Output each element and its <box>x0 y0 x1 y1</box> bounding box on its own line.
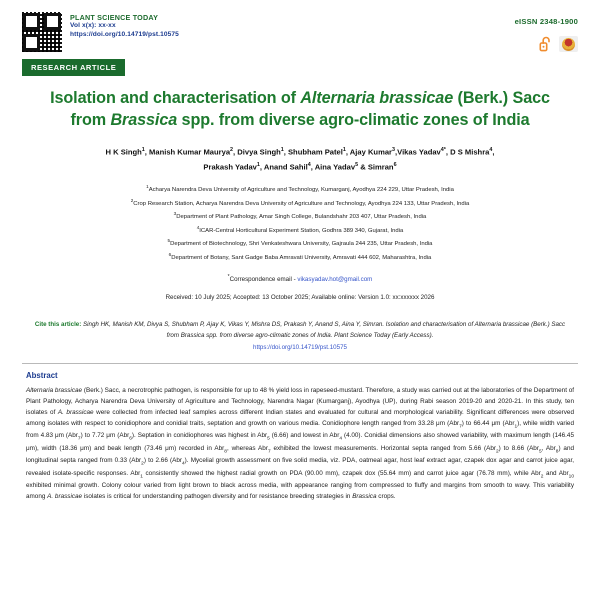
taxon-name: A. brassicae <box>57 409 94 416</box>
isolate-index: 1 <box>514 424 518 430</box>
cite-species-1: Alternaria brassicae <box>474 321 530 329</box>
author-affiliation-marker: 1 <box>342 147 346 154</box>
author-name: Anand Sahil <box>263 162 308 172</box>
affiliation-item: $^5$Department of Biotechnology, Shri Venkateshwara University, Gajraula 244 235, Uttar Pradesh, India <box>167 238 433 248</box>
author-affiliation-marker: 4 <box>307 161 311 168</box>
cite-label: Cite this article: <box>34 321 82 329</box>
author-name: Shubham Patel <box>287 147 343 157</box>
isolate-index: 2 <box>141 461 144 467</box>
journal-volume: Vol x(x): xx-xx <box>70 22 116 30</box>
abstract-body: Alternaria brassicae (Berk.) Sacc, a necrotrophic pathogen, is responsible for up to 48 % yield loss in rapeseed-mustard. Therefore, a study was carried out at the laboratories of the Department of Plant Pathology, Acharya Narendra Deva University of Agriculture and Technology, Narendra Nagar (Kumarganj), Ayodhya (UP), during Rabi season 2019-20 and 2020-21. In this study, ten isolates of A. brassicae were collected from infected leaf samples across different Indian states and evaluated for cultural and morphological variability. Significant differences were observed among isolates with respect to conidiophore and conidial traits, septation and growth on various media. Conidiophore length ranged from 33.28 μm (Abr$_7$) to 66.44 μm (Abr$_1$), while width varied from 4.83 μm (Abr$_7$) to 7.72 μm (Abr$_6$). Septation in conidiophores was highest in Abr$_5$ (6.66) and lowest in Abr$_4$ (4.00). Conidial dimensions also showed variability, with maximum length (146.45 μm), width (18.36 μm) and beak length (73.46 μm) recorded in Abr$_8$, whereas Abr$_7$ exhibited the lowest measurements. Horizontal septa ranged from 5.66 (Abr$_2$) to 8.66 (Abr$_5$, Abr$_8$) and longitudinal septa ranged from 0.33 (Abr$_2$) to 2.66 (Abr$_4$). Mycelial growth assessment on five solid media, viz. PDA, oatmeal agar, host leaf extract agar, czapek dox agar and carrot juice agar, revealed isolate-specific responses. Abr$_1$ consistently showed the highest radial growth on PDA (90.00 mm), czapek dox (55.64 mm) and carrot juice agar (76.78 mm), while Abr$_2$ and Abr$_{10}$ exhibited minimal growth. Colony colour varied from light brown to black across media, with appearance ranging from compressed to fluffy and margins from smooth to wavy. This variability among A. brassicae isolates is critical for understanding pathogen diversity and for resistance breeding strategies in Brassica crops. <box>26 387 575 501</box>
journal-info <box>70 12 179 39</box>
correspondence <box>0 274 600 283</box>
correspondence-email-link[interactable]: vikasyadav.hot@gmail.com <box>297 276 373 284</box>
author-name: Manish Kumar Maurya <box>149 147 231 157</box>
isolate-index: 8 <box>224 449 227 455</box>
qr-code-icon[interactable] <box>22 12 62 52</box>
author-affiliation-marker: 2 <box>230 147 234 154</box>
affiliation-item: $^6$Department of Botany, Sant Gadge Baba Amravati University, Amravati 444 602, Maharashtra, India <box>168 251 432 261</box>
correspondence-marker: * <box>227 274 230 281</box>
title-species-1: Alternaria brassicae <box>300 89 454 107</box>
masthead <box>0 0 600 78</box>
affiliation-item: $^1$Acharya Narendra Deva University of Agriculture and Technology, Kumarganj, Ayodhya 224 229, Uttar Pradesh, India <box>146 184 454 194</box>
isolate-index: 1 <box>140 474 143 480</box>
eissn-label: eISSN 2348-1900 <box>514 17 578 26</box>
author-name: Prakash Yadav <box>203 162 257 172</box>
affiliation-marker: 4 <box>196 224 200 230</box>
author-affiliation-marker: 1 <box>280 147 284 154</box>
author-affiliation-marker: 4 <box>489 147 493 154</box>
correspondence-label: Correspondence email - <box>229 276 298 284</box>
title-genus-2: Brassica <box>110 110 178 129</box>
title-part-2: (Berk.) Sacc from <box>70 89 550 129</box>
open-access-lock-icon[interactable] <box>539 36 552 52</box>
isolate-index: 6 <box>129 436 132 442</box>
author-name: Aina Yadav <box>314 162 356 172</box>
isolate-index: 7 <box>459 424 462 430</box>
isolate-index: 7 <box>77 436 81 442</box>
cite-text-2: (Berk.) Sacc from <box>166 321 566 339</box>
author-affiliation-marker: 5 <box>355 161 359 168</box>
cite-text-3: spp. from diverse agro-climatic zones of India. Plant Science Today (Early Access). <box>204 331 434 339</box>
affiliation-marker: 6 <box>168 251 172 257</box>
affiliation-marker: 5 <box>167 238 171 244</box>
abstract-heading: Abstract <box>26 371 58 381</box>
title-part-3: spp. from diverse agro-climatic zones of India <box>177 110 530 129</box>
author-line-1: H K Singh$^1$, Manish Kumar Maurya$^2$, Divya Singh$^1$, Shubham Patel$^1$, Ajay Kumar$^3$,Vikas Yadav$^{4*}$, D S Mishra$^4$, <box>105 147 495 157</box>
title-part-1: Isolation and characterisation of <box>50 89 301 107</box>
affiliation-marker: 3 <box>173 211 177 217</box>
cite-text-1: Singh HK, Manish KM, Divya S, Shubham P, Ajay K, Vikas Y, Mishra DS, Prakash Y, Anand S, Aina Y, Simran. Isolation and characterisation of <box>81 321 475 329</box>
author-name: H K Singh <box>105 147 142 157</box>
author-name: Simran <box>367 162 394 172</box>
affiliation-item: $^2$Crop Research Station, Acharya Narendra Deva University of Agriculture and Technology, Ayodhya 224 133, Uttar Pradesh, India <box>130 197 470 207</box>
author-name: D S Mishra <box>450 147 490 157</box>
isolate-index: 2 <box>495 449 499 455</box>
isolate-index: 4 <box>339 436 342 442</box>
cite-doi-link[interactable]: https://doi.org/10.14719/pst.10575 <box>253 343 347 351</box>
journal-name: PLANT SCIENCE TODAY <box>70 13 159 22</box>
isolate-index: 5 <box>538 449 542 455</box>
affiliation-item: $^3$Department of Plant Pathology, Amar Singh College, Bulandshahr 203 407, Uttar Pradesh, India <box>173 211 427 221</box>
author-list <box>26 145 574 174</box>
author-name: Divya Singh <box>237 147 281 157</box>
author-affiliation-marker: 1 <box>256 161 260 168</box>
author-affiliation-marker: 1 <box>141 147 145 154</box>
author-name: Vikas Yadav <box>397 147 441 157</box>
article-type-badge: RESEARCH ARTICLE <box>22 59 125 76</box>
affiliation-list <box>26 183 574 264</box>
journal-doi-link[interactable]: https://doi.org/10.14719/pst.10575 <box>70 30 179 38</box>
taxon-name: Brassica <box>352 493 377 501</box>
isolate-index: 10 <box>568 474 575 480</box>
author-affiliation-marker: 3 <box>392 147 396 154</box>
author-affiliation-marker: 6 <box>393 161 397 168</box>
author-name: Ajay Kumar <box>349 147 393 157</box>
affiliation-marker: 1 <box>146 184 149 190</box>
page-title <box>36 88 564 131</box>
isolate-index: 5 <box>267 436 270 442</box>
isolate-index: 2 <box>540 474 544 480</box>
crossmark-badge-icon[interactable] <box>559 36 578 52</box>
isolate-index: 4 <box>182 461 185 467</box>
affiliation-item: $^4$ICAR-Central Horticultural Experiment Station, Godhra 389 340, Gujarat, India <box>196 224 404 234</box>
isolate-index: 8 <box>555 449 559 455</box>
taxon-name: Alternaria brassicae <box>26 387 83 395</box>
affiliation-marker: 2 <box>130 197 134 203</box>
publication-dates: Received: 10 July 2025; Accepted: 13 October 2025; Available online: Version 1.0: xx:xxxxxx 2026 <box>165 294 435 302</box>
author-affiliation-marker: 4* <box>440 147 446 154</box>
author-line-2: Prakash Yadav$^1$, Anand Sahil$^4$, Aina Yadav$^5$ & Simran$^6$ <box>203 161 397 172</box>
section-divider <box>22 363 578 364</box>
masthead-left <box>22 12 582 52</box>
isolate-index: 7 <box>267 449 271 455</box>
cite-genus-2: Brassica <box>180 331 205 339</box>
masthead-badges <box>539 36 578 52</box>
cite-this-article <box>28 320 572 353</box>
taxon-name: A. brassicae <box>47 493 83 501</box>
